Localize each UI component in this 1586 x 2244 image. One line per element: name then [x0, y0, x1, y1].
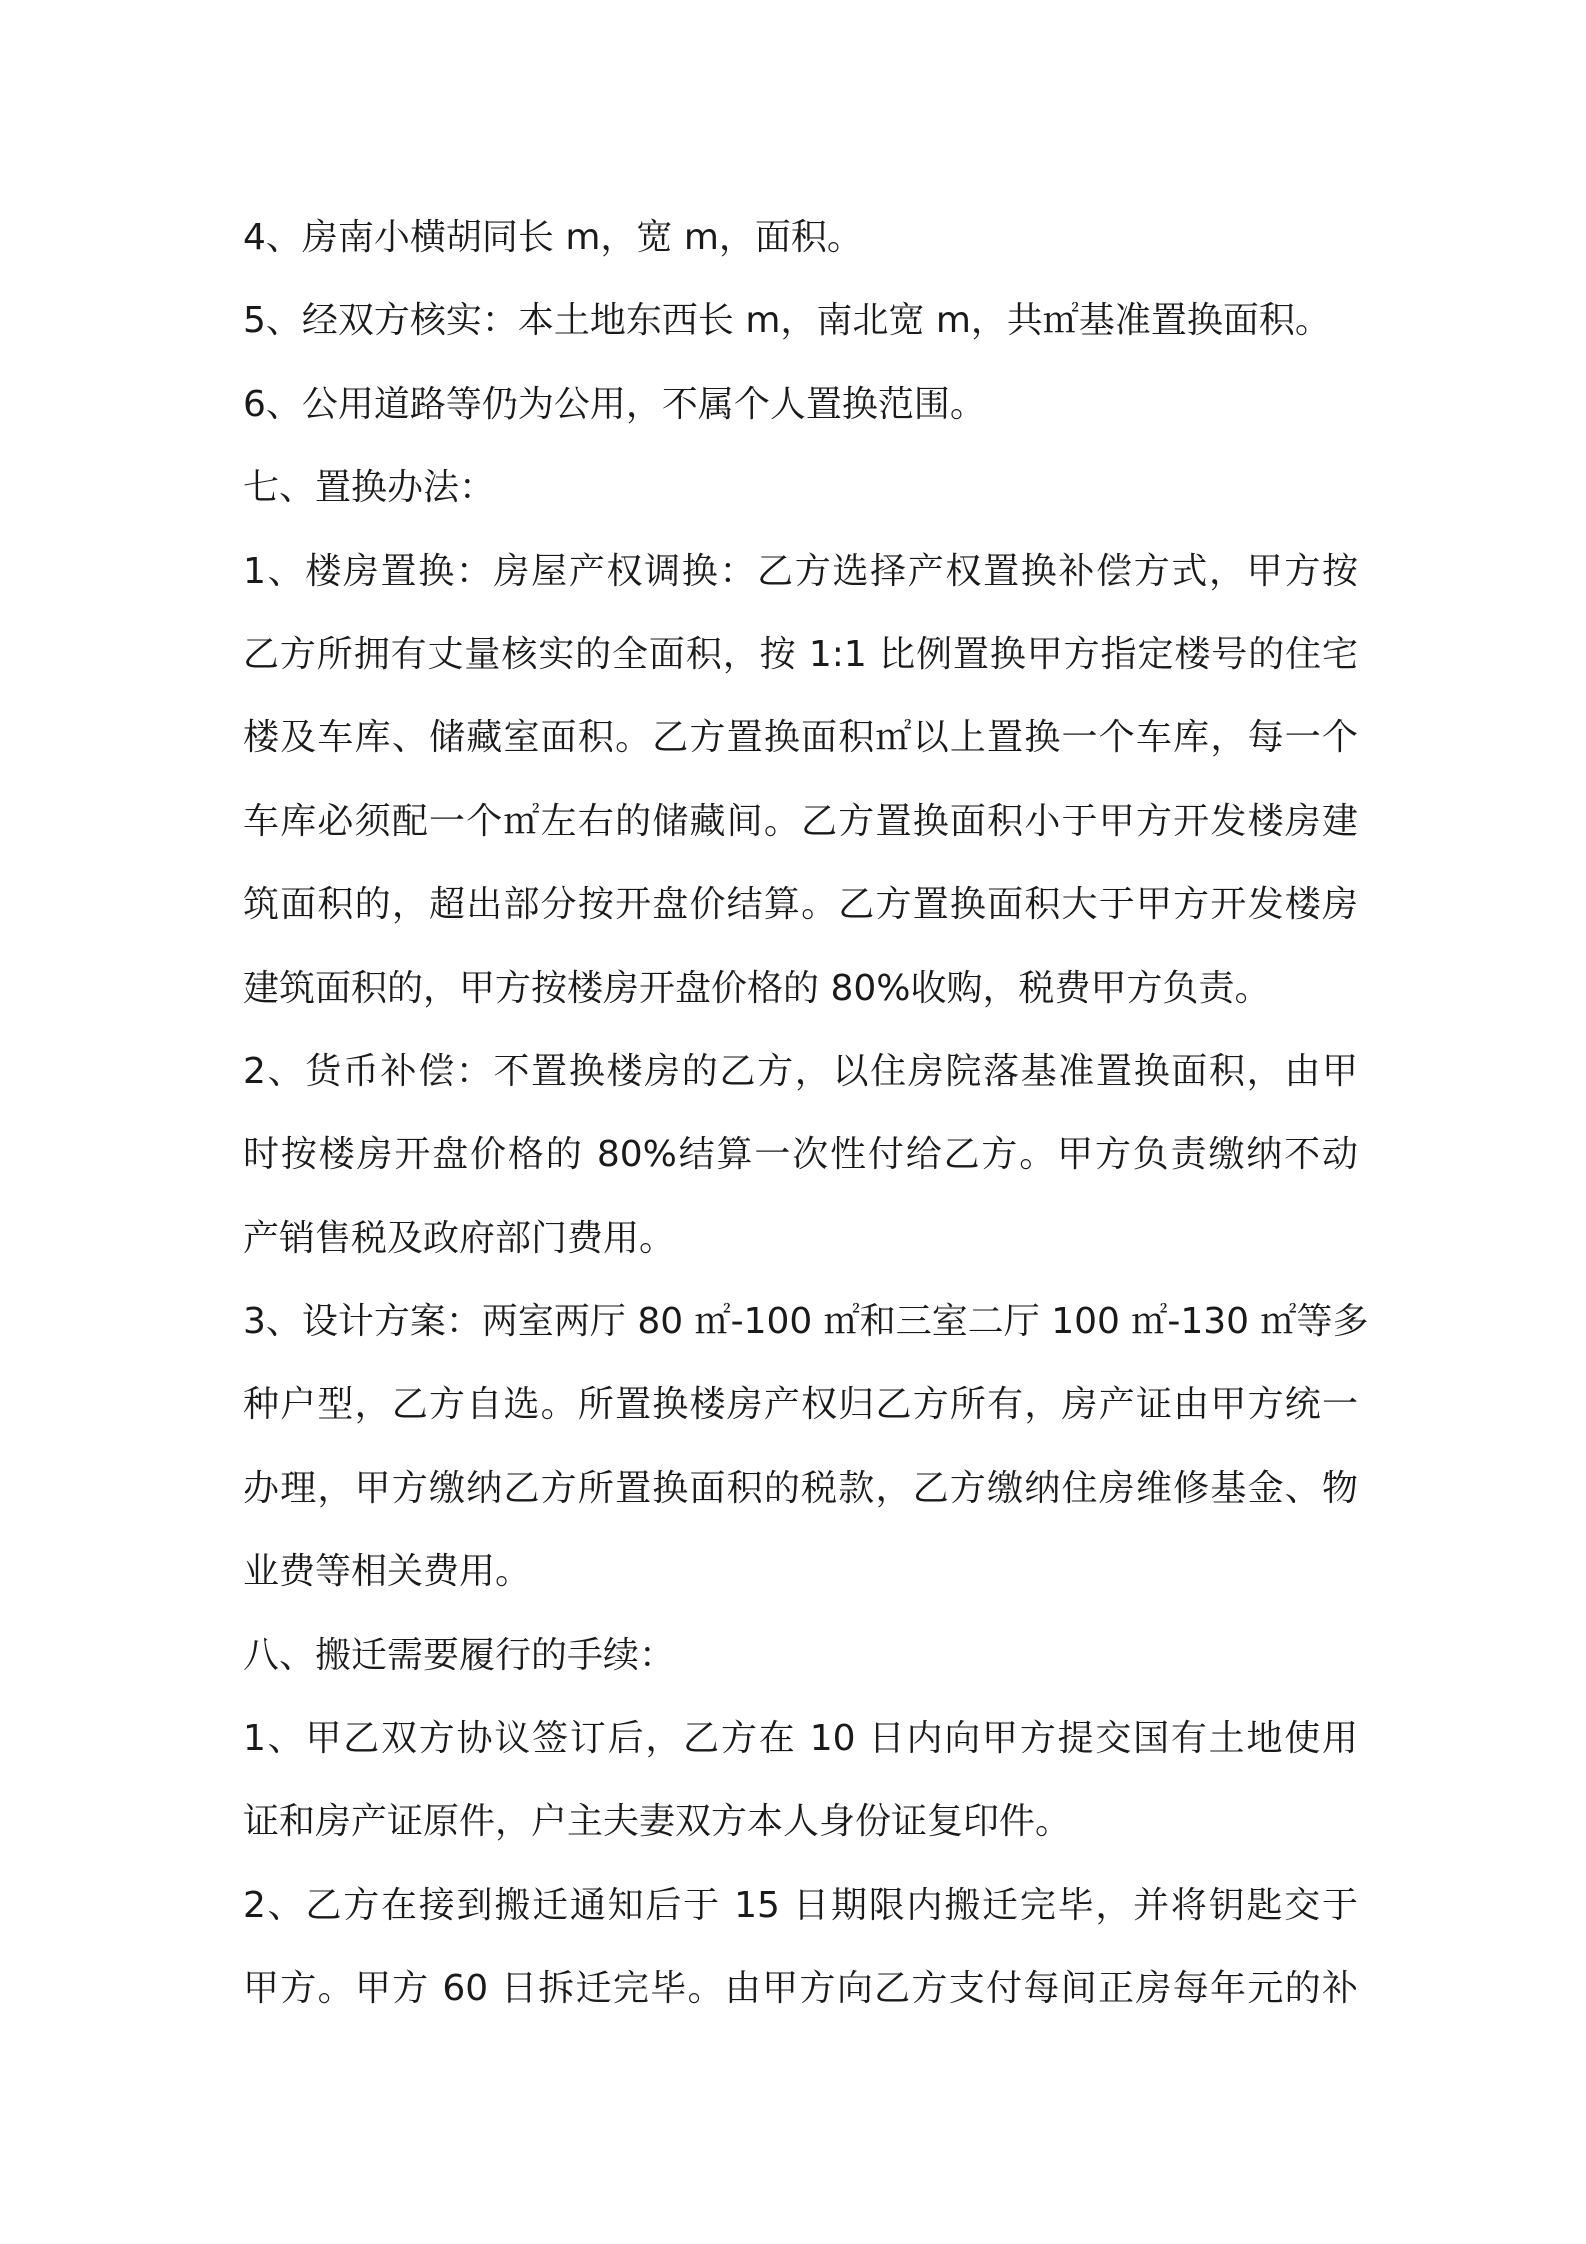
text-line: 产销售税及政府部门费用。	[243, 1217, 676, 1259]
text-line: 甲方。甲方 60 日拆迁完毕。由甲方向乙方支付每间正房每年元的补	[243, 1968, 1358, 2010]
text-line: 种户型，乙方自选。所置换楼房产权归乙方所有，房产证由甲方统一	[243, 1384, 1358, 1426]
section-heading: 七、置换办法：	[243, 467, 496, 509]
text-line: 筑面积的，超出部分按开盘价结算。乙方置换面积大于甲方开发楼房	[243, 884, 1358, 926]
text-line: 时按楼房开盘价格的 80%结算一次性付给乙方。甲方负责缴纳不动	[243, 1134, 1358, 1176]
document-body	[243, 196, 1369, 2031]
text-line: 证和房产证原件，户主夫妻双方本人身份证复印件。	[243, 1801, 1072, 1843]
text-line: 2、乙方在接到搬迁通知后于 15 日期限内搬迁完毕，并将钥匙交于	[243, 1884, 1358, 1926]
text-line: 6、公用道路等仍为公用，不属个人置换范围。	[243, 383, 986, 425]
text-line: 业费等相关费用。	[243, 1551, 532, 1593]
text-line: 3、设计方案：两室两厅 80 ㎡-100 ㎡和三室二厅 100 ㎡-130 ㎡等多	[243, 1301, 1369, 1343]
text-line: 楼及车库、储藏室面积。乙方置换面积㎡以上置换一个车库，每一个	[243, 717, 1358, 759]
text-line: 1、甲乙双方协议签订后，乙方在 10 日内向甲方提交国有土地使用	[243, 1718, 1358, 1760]
text-line: 办理，甲方缴纳乙方所置换面积的税款，乙方缴纳住房维修基金、物	[243, 1467, 1358, 1509]
text-line: 乙方所拥有丈量核实的全面积，按 1:1 比例置换甲方指定楼号的住宅	[243, 633, 1358, 675]
section-heading: 八、搬迁需要履行的手续：	[243, 1634, 676, 1676]
text-line: 车库必须配一个㎡左右的储藏间。乙方置换面积小于甲方开发楼房建	[243, 800, 1358, 842]
text-line: 1、楼房置换：房屋产权调换：乙方选择产权置换补偿方式，甲方按	[243, 550, 1358, 592]
text-line: 5、经双方核实：本土地东西长 m，南北宽 m，共㎡基准置换面积。	[243, 300, 1331, 342]
text-line: 建筑面积的，甲方按楼房开盘价格的 80%收购，税费甲方负责。	[243, 967, 1271, 1009]
text-line: 4、房南小横胡同长 m，宽 m，面积。	[243, 217, 863, 258]
text-line: 2、货币补偿：不置换楼房的乙方，以住房院落基准置换面积，由甲	[243, 1050, 1358, 1092]
